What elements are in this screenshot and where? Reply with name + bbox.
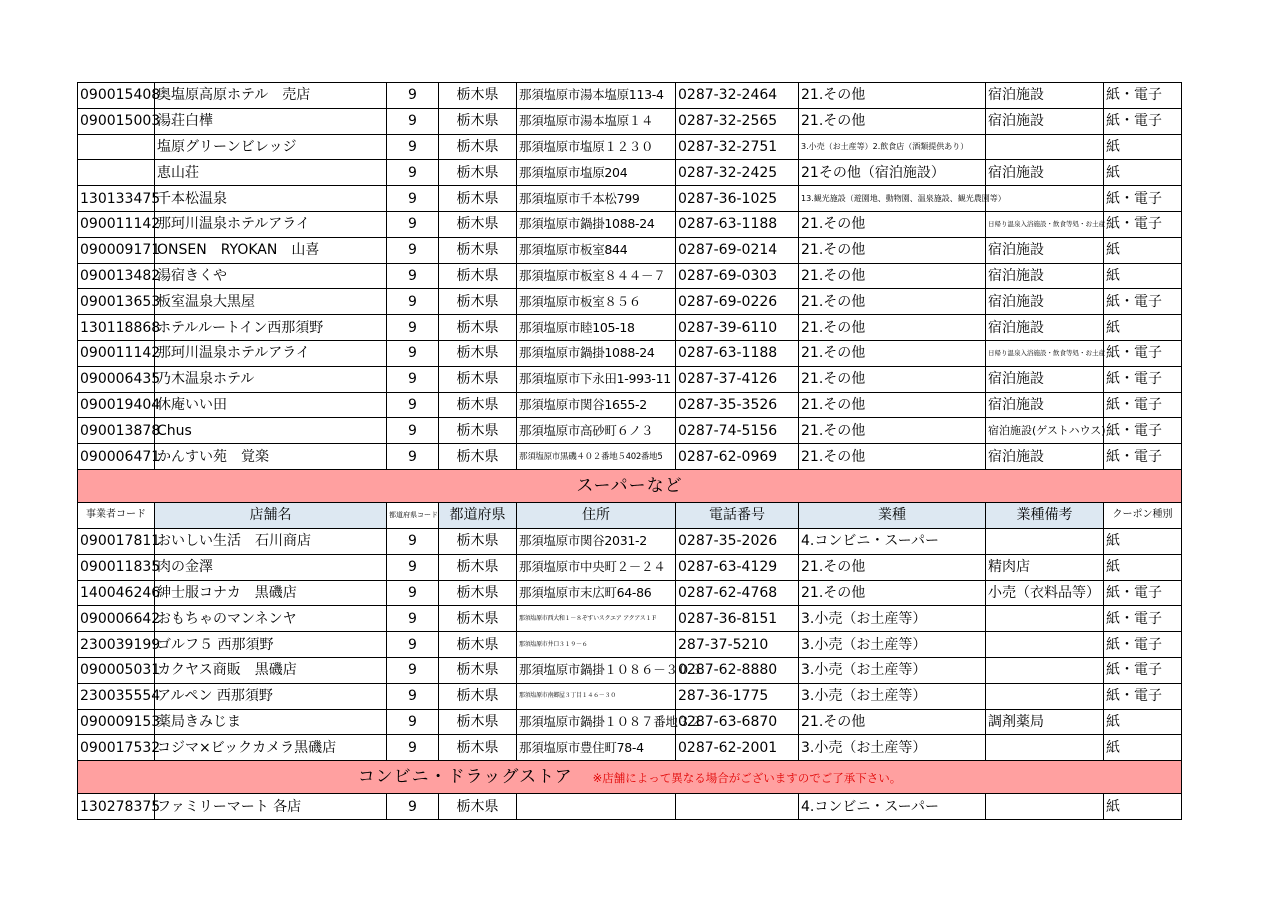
- phone-cell: 287-37-5210: [676, 632, 799, 658]
- address-cell: 那須塩原市高砂町６ノ３: [517, 418, 676, 444]
- business-code-cell: 090011142: [78, 340, 155, 366]
- industry-note-cell: 宿泊施設(ゲストハウス): [986, 418, 1104, 444]
- coupon-type-cell: 紙・電子: [1104, 83, 1182, 109]
- prefecture-cell: 栃木県: [439, 580, 517, 606]
- industry-note-cell: [986, 134, 1104, 160]
- pref-code-cell: 9: [387, 211, 439, 237]
- address-cell: 那須塩原市鍋掛1088-24: [517, 340, 676, 366]
- address-cell: 那須塩原市塩原204: [517, 160, 676, 186]
- section-title-text: スーパーなど: [576, 475, 683, 496]
- phone-cell: 0287-63-4129: [676, 554, 799, 580]
- business-code-cell: 090013482: [78, 263, 155, 289]
- table-row: [78, 606, 1182, 632]
- business-code-cell: 090009153: [78, 709, 155, 735]
- coupon-type-cell: 紙: [1104, 554, 1182, 580]
- store-name-cell: 那珂川温泉ホテルアライ: [155, 340, 387, 366]
- business-code-cell: 090015003: [78, 108, 155, 134]
- industry-note-cell: 調剤薬局: [986, 709, 1104, 735]
- table-row: [78, 366, 1182, 392]
- store-name-cell: 那珂川温泉ホテルアライ: [155, 211, 387, 237]
- table-row: [78, 83, 1182, 109]
- industry-cell: 3.小売（お土産等）: [799, 735, 986, 761]
- pref-code-cell: 9: [387, 657, 439, 683]
- prefecture-cell: 栃木県: [439, 263, 517, 289]
- store-name-cell: ホテルルートイン西那須野: [155, 315, 387, 341]
- business-code-cell: 090013878: [78, 418, 155, 444]
- pref-code-cell: 9: [387, 580, 439, 606]
- prefecture-cell: 栃木県: [439, 108, 517, 134]
- phone-cell: 0287-36-8151: [676, 606, 799, 632]
- store-name-cell: 湯宿きくや: [155, 263, 387, 289]
- table-row: [78, 340, 1182, 366]
- industry-cell: 3.小売（お土産等）2.飲食店（酒類提供あり）: [799, 134, 986, 160]
- store-name-cell: 紳士服コナカ 黒磯店: [155, 580, 387, 606]
- industry-cell: 3.小売（お土産等）: [799, 632, 986, 658]
- coupon-type-cell: 紙・電子: [1104, 186, 1182, 212]
- address-cell: 那須塩原市鍋掛1088-24: [517, 211, 676, 237]
- prefecture-cell: 栃木県: [439, 134, 517, 160]
- pref-code-cell: 9: [387, 735, 439, 761]
- coupon-type-cell: 紙・電子: [1104, 340, 1182, 366]
- prefecture-cell: 栃木県: [439, 657, 517, 683]
- business-code-cell: 130133475: [78, 186, 155, 212]
- pref-code-cell: 9: [387, 186, 439, 212]
- coupon-type-cell: 紙: [1104, 263, 1182, 289]
- prefecture-cell: 栃木県: [439, 683, 517, 709]
- phone-cell: 0287-62-0969: [676, 444, 799, 470]
- prefecture-cell: 栃木県: [439, 289, 517, 315]
- column-header: クーポン種別: [1104, 502, 1182, 528]
- address-cell: [517, 794, 676, 820]
- store-name-cell: 湯荘白樺: [155, 108, 387, 134]
- table-row: [78, 263, 1182, 289]
- table-row: [78, 709, 1182, 735]
- prefecture-cell: 栃木県: [439, 237, 517, 263]
- industry-note-cell: [986, 735, 1104, 761]
- section-header-row: [78, 761, 1182, 794]
- business-code-cell: 230039199: [78, 632, 155, 658]
- business-code-cell: 090006471: [78, 444, 155, 470]
- industry-note-cell: 宿泊施設: [986, 289, 1104, 315]
- pref-code-cell: 9: [387, 263, 439, 289]
- pref-code-cell: 9: [387, 315, 439, 341]
- phone-cell: 0287-69-0303: [676, 263, 799, 289]
- table-row: [78, 315, 1182, 341]
- business-code-cell: 130278375: [78, 794, 155, 820]
- industry-cell: 21.その他: [799, 366, 986, 392]
- store-name-cell: Chus: [155, 418, 387, 444]
- business-code-cell: 090011142: [78, 211, 155, 237]
- industry-note-cell: [986, 632, 1104, 658]
- industry-note-cell: [986, 683, 1104, 709]
- phone-cell: 0287-63-6870: [676, 709, 799, 735]
- industry-note-cell: [986, 794, 1104, 820]
- pref-code-cell: 9: [387, 418, 439, 444]
- pref-code-cell: 9: [387, 289, 439, 315]
- phone-cell: 0287-62-2001: [676, 735, 799, 761]
- phone-cell: 0287-69-0214: [676, 237, 799, 263]
- store-name-cell: ゴルフ５ 西那須野: [155, 632, 387, 658]
- pref-code-cell: 9: [387, 683, 439, 709]
- coupon-type-cell: 紙: [1104, 160, 1182, 186]
- prefecture-cell: 栃木県: [439, 709, 517, 735]
- table-row: [78, 186, 1182, 212]
- business-code-cell: [78, 134, 155, 160]
- store-name-cell: ファミリーマート 各店: [155, 794, 387, 820]
- business-code-cell: 090005031: [78, 657, 155, 683]
- address-cell: 那須塩原市関谷1655-2: [517, 392, 676, 418]
- phone-cell: 0287-63-1188: [676, 340, 799, 366]
- prefecture-cell: 栃木県: [439, 186, 517, 212]
- pref-code-cell: 9: [387, 632, 439, 658]
- column-header: 都道府県: [439, 502, 517, 528]
- business-code-cell: 090015408: [78, 83, 155, 109]
- store-name-cell: カクヤス商販 黒磯店: [155, 657, 387, 683]
- pref-code-cell: 9: [387, 554, 439, 580]
- address-cell: 那須塩原市睦105-18: [517, 315, 676, 341]
- industry-cell: 21.その他: [799, 289, 986, 315]
- address-cell: 那須塩原市湯本塩原１４: [517, 108, 676, 134]
- coupon-type-cell: 紙・電子: [1104, 632, 1182, 658]
- industry-note-cell: [986, 528, 1104, 554]
- industry-cell: 21.その他: [799, 315, 986, 341]
- prefecture-cell: 栃木県: [439, 632, 517, 658]
- business-code-cell: 090009171: [78, 237, 155, 263]
- industry-cell: 4.コンビニ・スーパー: [799, 794, 986, 820]
- business-code-cell: 090017811: [78, 528, 155, 554]
- coupon-type-cell: 紙: [1104, 528, 1182, 554]
- section-title: [78, 469, 1182, 502]
- table-row: [78, 657, 1182, 683]
- coupon-type-cell: 紙・電子: [1104, 366, 1182, 392]
- column-header: 事業者コード: [78, 502, 155, 528]
- industry-note-cell: 日帰り温泉入浴施設・飲食等処・お土産: [986, 211, 1104, 237]
- pref-code-cell: 9: [387, 794, 439, 820]
- pref-code-cell: 9: [387, 340, 439, 366]
- industry-cell: 21.その他: [799, 580, 986, 606]
- section-note: ※店舗によって異なる場合がございますのでご了承下さい。: [592, 770, 902, 785]
- address-cell: 那須塩原市豊住町78-4: [517, 735, 676, 761]
- coupon-type-cell: 紙: [1104, 315, 1182, 341]
- table-row: [78, 392, 1182, 418]
- store-name-cell: 千本松温泉: [155, 186, 387, 212]
- industry-cell: 21その他（宿泊施設）: [799, 160, 986, 186]
- address-cell: 那須塩原市末広町64-86: [517, 580, 676, 606]
- industry-note-cell: 日帰り温泉入浴施設・飲食等処・お土産: [986, 340, 1104, 366]
- industry-cell: 13.観光施設（遊園地、動物園、温泉施設、観光農園等）: [799, 186, 986, 212]
- coupon-type-cell: 紙・電子: [1104, 211, 1182, 237]
- address-cell: 那須塩原市井口３１９－６: [517, 632, 676, 658]
- industry-note-cell: [986, 657, 1104, 683]
- industry-note-cell: 宿泊施設: [986, 444, 1104, 470]
- industry-cell: 21.その他: [799, 263, 986, 289]
- industry-note-cell: 宿泊施設: [986, 237, 1104, 263]
- pref-code-cell: 9: [387, 606, 439, 632]
- address-cell: 那須塩原市塩原１２３０: [517, 134, 676, 160]
- address-cell: 那須塩原市板室８４４－７: [517, 263, 676, 289]
- address-cell: 那須塩原市湯本塩原113-4: [517, 83, 676, 109]
- prefecture-cell: 栃木県: [439, 554, 517, 580]
- industry-cell: 21.その他: [799, 237, 986, 263]
- business-code-cell: 090011835: [78, 554, 155, 580]
- column-header: 店舗名: [155, 502, 387, 528]
- address-cell: 那須塩原市中央町２－２４: [517, 554, 676, 580]
- industry-note-cell: 宿泊施設: [986, 366, 1104, 392]
- business-code-cell: 230035554: [78, 683, 155, 709]
- address-cell: 那須塩原市板室８５６: [517, 289, 676, 315]
- table-row: [78, 632, 1182, 658]
- industry-note-cell: 宿泊施設: [986, 263, 1104, 289]
- column-header-row: [78, 502, 1182, 528]
- store-name-cell: 恵山荘: [155, 160, 387, 186]
- table-row: [78, 211, 1182, 237]
- store-list-table: [77, 82, 1182, 820]
- table-row: [78, 108, 1182, 134]
- industry-note-cell: 宿泊施設: [986, 315, 1104, 341]
- pref-code-cell: 9: [387, 366, 439, 392]
- store-name-cell: 休庵いい田: [155, 392, 387, 418]
- business-code-cell: 090006435: [78, 366, 155, 392]
- industry-note-cell: 宿泊施設: [986, 160, 1104, 186]
- coupon-type-cell: 紙・電子: [1104, 289, 1182, 315]
- business-code-cell: 090006642: [78, 606, 155, 632]
- industry-cell: 21.その他: [799, 444, 986, 470]
- industry-cell: 21.その他: [799, 340, 986, 366]
- coupon-type-cell: 紙・電子: [1104, 657, 1182, 683]
- coupon-type-cell: 紙・電子: [1104, 418, 1182, 444]
- phone-cell: 0287-32-2425: [676, 160, 799, 186]
- phone-cell: 0287-32-2464: [676, 83, 799, 109]
- prefecture-cell: 栃木県: [439, 392, 517, 418]
- store-name-cell: 奥塩原高原ホテル 売店: [155, 83, 387, 109]
- phone-cell: 0287-32-2751: [676, 134, 799, 160]
- phone-cell: 0287-62-4768: [676, 580, 799, 606]
- table-row: [78, 418, 1182, 444]
- store-name-cell: かんすい苑 覚楽: [155, 444, 387, 470]
- store-name-cell: おいしい生活 石川商店: [155, 528, 387, 554]
- column-header: 都道府県コード: [387, 502, 439, 528]
- table-row: [78, 160, 1182, 186]
- store-name-cell: ONSEN RYOKAN 山喜: [155, 237, 387, 263]
- industry-note-cell: 精肉店: [986, 554, 1104, 580]
- industry-cell: 3.小売（お土産等）: [799, 683, 986, 709]
- industry-cell: 21.その他: [799, 392, 986, 418]
- table-row: [78, 794, 1182, 820]
- phone-cell: 0287-62-8880: [676, 657, 799, 683]
- industry-cell: 21.その他: [799, 108, 986, 134]
- address-cell: 那須塩原市鍋掛１０８６－３０３: [517, 657, 676, 683]
- prefecture-cell: 栃木県: [439, 315, 517, 341]
- coupon-type-cell: 紙: [1104, 735, 1182, 761]
- coupon-type-cell: 紙: [1104, 134, 1182, 160]
- store-name-cell: コジマ×ビックカメラ黒磯店: [155, 735, 387, 761]
- pref-code-cell: 9: [387, 108, 439, 134]
- column-header: 電話番号: [676, 502, 799, 528]
- prefecture-cell: 栃木県: [439, 366, 517, 392]
- address-cell: 那須塩原市板室844: [517, 237, 676, 263]
- coupon-type-cell: 紙・電子: [1104, 606, 1182, 632]
- prefecture-cell: 栃木県: [439, 735, 517, 761]
- industry-note-cell: [986, 606, 1104, 632]
- industry-cell: 4.コンビニ・スーパー: [799, 528, 986, 554]
- business-code-cell: 090017532: [78, 735, 155, 761]
- coupon-type-cell: 紙: [1104, 237, 1182, 263]
- address-cell: 那須塩原市関谷2031-2: [517, 528, 676, 554]
- industry-cell: 3.小売（お土産等）: [799, 606, 986, 632]
- prefecture-cell: 栃木県: [439, 794, 517, 820]
- phone-cell: 0287-39-6110: [676, 315, 799, 341]
- table-row: [78, 134, 1182, 160]
- table-row: [78, 289, 1182, 315]
- pref-code-cell: 9: [387, 444, 439, 470]
- industry-cell: 21.その他: [799, 211, 986, 237]
- pref-code-cell: 9: [387, 83, 439, 109]
- coupon-type-cell: 紙・電子: [1104, 392, 1182, 418]
- coupon-type-cell: 紙・電子: [1104, 108, 1182, 134]
- business-code-cell: 130118868: [78, 315, 155, 341]
- store-name-cell: 乃木温泉ホテル: [155, 366, 387, 392]
- table-row: [78, 735, 1182, 761]
- business-code-cell: [78, 160, 155, 186]
- business-code-cell: 140046246: [78, 580, 155, 606]
- industry-cell: 21.その他: [799, 83, 986, 109]
- address-cell: 那須塩原市鍋掛１０８７番地３２: [517, 709, 676, 735]
- phone-cell: 0287-63-1188: [676, 211, 799, 237]
- table-row: [78, 554, 1182, 580]
- section-title-text: コンビニ・ドラッグストア: [357, 766, 573, 787]
- store-name-cell: 肉の金澤: [155, 554, 387, 580]
- store-name-cell: おもちゃのマンネンヤ: [155, 606, 387, 632]
- industry-cell: 21.その他: [799, 709, 986, 735]
- column-header: 業種: [799, 502, 986, 528]
- prefecture-cell: 栃木県: [439, 606, 517, 632]
- industry-note-cell: 宿泊施設: [986, 108, 1104, 134]
- table-row: [78, 580, 1182, 606]
- phone-cell: 287-36-1775: [676, 683, 799, 709]
- prefecture-cell: 栃木県: [439, 418, 517, 444]
- pref-code-cell: 9: [387, 237, 439, 263]
- pref-code-cell: 9: [387, 392, 439, 418]
- coupon-type-cell: 紙: [1104, 709, 1182, 735]
- phone-cell: 0287-74-5156: [676, 418, 799, 444]
- prefecture-cell: 栃木県: [439, 444, 517, 470]
- prefecture-cell: 栃木県: [439, 83, 517, 109]
- address-cell: 那須塩原市南郷屋３丁目１４６－３０: [517, 683, 676, 709]
- pref-code-cell: 9: [387, 528, 439, 554]
- phone-cell: 0287-32-2565: [676, 108, 799, 134]
- phone-cell: 0287-36-1025: [676, 186, 799, 212]
- table-row: [78, 444, 1182, 470]
- phone-cell: [676, 794, 799, 820]
- store-name-cell: 薬局きみじま: [155, 709, 387, 735]
- column-header: 住所: [517, 502, 676, 528]
- industry-note-cell: 宿泊施設: [986, 83, 1104, 109]
- coupon-type-cell: 紙・電子: [1104, 444, 1182, 470]
- pref-code-cell: 9: [387, 160, 439, 186]
- phone-cell: 0287-35-2026: [676, 528, 799, 554]
- pref-code-cell: 9: [387, 134, 439, 160]
- business-code-cell: 090019404: [78, 392, 155, 418]
- table-row: [78, 237, 1182, 263]
- phone-cell: 0287-35-3526: [676, 392, 799, 418]
- table-row: [78, 683, 1182, 709]
- address-cell: 那須塩原市黒磯４０２番地５402番地5: [517, 444, 676, 470]
- phone-cell: 0287-69-0226: [676, 289, 799, 315]
- table-row: [78, 528, 1182, 554]
- prefecture-cell: 栃木県: [439, 211, 517, 237]
- industry-note-cell: 宿泊施設: [986, 392, 1104, 418]
- phone-cell: 0287-37-4126: [676, 366, 799, 392]
- section-title: [78, 761, 1182, 794]
- store-name-cell: 塩原グリーンビレッジ: [155, 134, 387, 160]
- pref-code-cell: 9: [387, 709, 439, 735]
- address-cell: 那須塩原市下永田1-993-11: [517, 366, 676, 392]
- coupon-type-cell: 紙・電子: [1104, 580, 1182, 606]
- column-header: 業種備考: [986, 502, 1104, 528]
- industry-note-cell: 小売（衣料品等）: [986, 580, 1104, 606]
- business-code-cell: 090013653: [78, 289, 155, 315]
- address-cell: 那須塩原市千本松799: [517, 186, 676, 212]
- prefecture-cell: 栃木県: [439, 528, 517, 554]
- address-cell: 那須塩原市西大和１－８ぞすいスクエア アクアス１Ｆ: [517, 606, 676, 632]
- prefecture-cell: 栃木県: [439, 340, 517, 366]
- coupon-type-cell: 紙・電子: [1104, 683, 1182, 709]
- section-header-row: [78, 469, 1182, 502]
- industry-cell: 21.その他: [799, 418, 986, 444]
- industry-cell: 3.小売（お土産等）: [799, 657, 986, 683]
- store-name-cell: 板室温泉大黒屋: [155, 289, 387, 315]
- coupon-type-cell: 紙: [1104, 794, 1182, 820]
- store-name-cell: アルペン 西那須野: [155, 683, 387, 709]
- prefecture-cell: 栃木県: [439, 160, 517, 186]
- industry-cell: 21.その他: [799, 554, 986, 580]
